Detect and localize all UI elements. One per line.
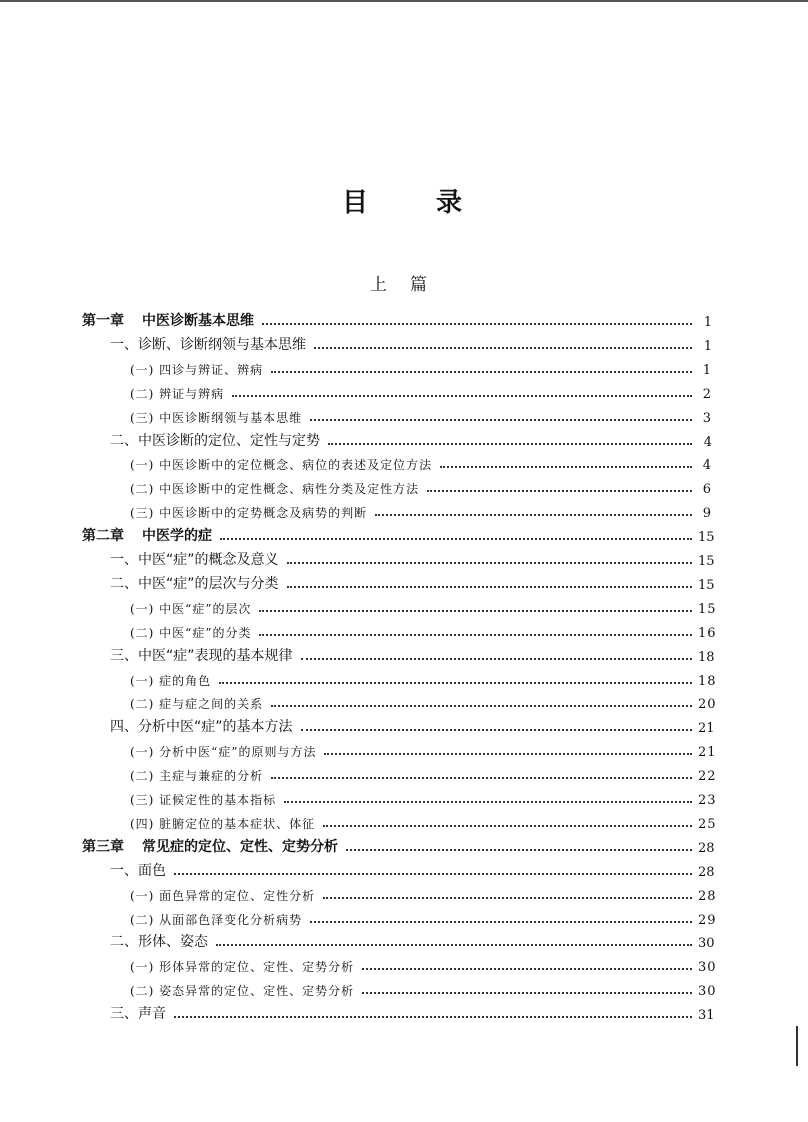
dot-leader — [287, 586, 692, 588]
toc-entry[interactable] — [130, 497, 712, 521]
toc-entry[interactable] — [110, 856, 715, 880]
toc-entry[interactable] — [130, 617, 717, 641]
dot-leader — [362, 992, 692, 994]
dot-leader — [232, 395, 692, 397]
dot-leader — [271, 371, 692, 373]
dot-leader — [310, 419, 692, 421]
dot-leader — [259, 610, 692, 612]
page-number: 30 — [698, 984, 717, 1000]
entry-label: (一) 分析中医“症”的原则与方法 — [130, 745, 317, 760]
page-number: 1 — [703, 338, 712, 354]
dot-leader — [301, 729, 692, 731]
part-title-char-2: 篇 — [410, 275, 427, 295]
page-number: 4 — [702, 458, 712, 474]
page-number: 28 — [698, 888, 717, 904]
page-number: 30 — [698, 936, 715, 952]
dot-leader — [174, 1016, 692, 1018]
page-number: 28 — [698, 864, 715, 880]
entry-label: (一) 症的角色 — [130, 673, 212, 688]
entry-label: 中医学的症 — [142, 528, 212, 545]
dot-leader — [362, 968, 692, 970]
page-number: 15 — [698, 577, 715, 593]
page-number: 4 — [703, 434, 712, 450]
page-number: 30 — [698, 960, 717, 976]
toc-entry[interactable] — [130, 402, 712, 426]
entry-label: (二) 从面部色泽变化分析病势 — [130, 912, 303, 927]
entry-label: (二) 姿态异常的定位、定性、定势分析 — [130, 984, 355, 999]
entry-label: (一) 四诊与辨证、辨病 — [130, 362, 264, 377]
dot-leader — [328, 443, 692, 445]
dot-leader — [271, 777, 692, 779]
toc-chapter-entry[interactable] — [82, 521, 715, 546]
dot-leader — [375, 514, 692, 516]
entry-label: 一、中医“症”的概念及意义 — [110, 552, 279, 568]
entry-label: 三、声音 — [110, 1006, 166, 1023]
entry-label: (一) 形体异常的定位、定性、定势分析 — [130, 960, 355, 975]
entry-label: 二、中医诊断的定位、定性与定势 — [110, 432, 320, 449]
dot-leader — [323, 825, 692, 827]
page-number: 21 — [698, 745, 717, 761]
toc-entry[interactable] — [130, 449, 712, 473]
entry-label: 中医诊断基本思维 — [142, 313, 254, 329]
toc-entry[interactable] — [110, 999, 715, 1024]
page-top-edge — [0, 0, 808, 2]
dot-leader — [323, 897, 692, 899]
toc-entry[interactable] — [130, 808, 717, 832]
entry-label: 一、诊断、诊断纲领与基本思维 — [110, 336, 306, 353]
toc-entry[interactable] — [130, 593, 717, 617]
page-number: 22 — [698, 769, 717, 785]
entry-label: (一) 中医诊断中的定位概念、病位的表述及定位方法 — [130, 458, 433, 473]
toc-entry[interactable] — [110, 927, 715, 952]
chapter-number: 第一章 — [82, 313, 124, 329]
entry-label: (一) 中医“症”的层次 — [130, 601, 252, 616]
entry-label: 二、形体、姿态 — [110, 934, 208, 951]
toc-entry[interactable] — [110, 426, 712, 450]
toc-entry[interactable] — [130, 688, 717, 713]
entry-label: (二) 辨证与辨病 — [130, 386, 225, 401]
page-number: 9 — [702, 506, 712, 522]
page-number: 28 — [698, 840, 715, 856]
dot-leader — [427, 490, 692, 492]
entry-label: (四) 脏腑定位的基本症状、体征 — [130, 816, 316, 831]
toc-title-char-1: 目 — [342, 188, 369, 218]
toc-chapter-entry[interactable] — [82, 306, 712, 330]
page-number: 1 — [702, 362, 712, 378]
dot-leader — [259, 634, 692, 636]
toc-entry[interactable] — [130, 904, 717, 928]
entry-label: 一、面色 — [110, 862, 166, 879]
dot-leader — [216, 944, 692, 946]
entry-label: (二) 症与症之间的关系 — [130, 697, 264, 712]
dot-leader — [310, 921, 692, 923]
page-number: 31 — [698, 1008, 715, 1024]
entry-label: (二) 中医诊断中的定性概念、病性分类及定性方法 — [130, 482, 420, 497]
chapter-number: 第二章 — [82, 528, 124, 545]
scan-edge-mark — [796, 1026, 798, 1066]
page-number: 15 — [698, 554, 715, 569]
page-number: 6 — [702, 482, 712, 498]
toc-entry[interactable] — [110, 641, 715, 665]
page-number: 15 — [698, 601, 717, 617]
page-number: 18 — [698, 649, 715, 665]
dot-leader — [324, 753, 692, 755]
page-number: 23 — [698, 793, 717, 808]
toc-entry[interactable] — [130, 473, 712, 497]
page-number: 29 — [698, 912, 717, 928]
page-number: 16 — [698, 625, 717, 641]
chapter-number: 第三章 — [82, 838, 124, 855]
entry-label: (三) 中医诊断纲领与基本思维 — [130, 410, 303, 425]
dot-leader — [262, 323, 692, 325]
entry-label: (三) 证候定性的基本指标 — [130, 793, 277, 807]
entry-label: 常见症的定位、定性、定势分析 — [142, 838, 338, 855]
dot-leader — [440, 466, 692, 468]
dot-leader — [219, 682, 692, 684]
entry-label: 三、中医“症”表现的基本规律 — [110, 647, 293, 664]
toc-entry[interactable] — [130, 951, 717, 976]
part-title-char-1: 上 — [370, 275, 387, 295]
toc-entry[interactable] — [130, 880, 717, 904]
page-number: 3 — [702, 410, 712, 426]
dot-leader — [287, 562, 692, 564]
page-number: 2 — [702, 386, 712, 402]
entry-label: 二、中医“症”的层次与分类 — [110, 575, 279, 592]
entry-label: (二) 主症与兼症的分析 — [130, 769, 264, 784]
toc-chapter-entry[interactable] — [82, 832, 715, 856]
toc-entry[interactable] — [110, 569, 715, 593]
entry-label: (三) 中医诊断中的定势概念及病势的判断 — [130, 506, 368, 521]
dot-leader — [301, 658, 692, 660]
page-number: 18 — [698, 673, 717, 689]
page-number: 15 — [698, 530, 715, 546]
toc-entry[interactable] — [130, 665, 717, 689]
toc-entry[interactable] — [130, 760, 717, 785]
toc-entry[interactable] — [110, 545, 715, 569]
toc-entry[interactable] — [110, 712, 715, 737]
page-number: 20 — [698, 697, 717, 713]
dot-leader — [174, 873, 692, 875]
dot-leader — [271, 705, 692, 707]
toc-title-char-2: 录 — [436, 188, 463, 218]
toc-entry[interactable] — [130, 354, 712, 378]
toc-entry[interactable] — [110, 330, 712, 354]
dot-leader — [346, 849, 692, 851]
toc-entry[interactable] — [130, 378, 712, 402]
entry-label: (一) 面色异常的定位、定性分析 — [130, 888, 316, 903]
toc-entry[interactable] — [130, 975, 717, 1000]
entry-label: 四、分析中医“症”的基本方法 — [110, 719, 293, 736]
page-number: 1 — [703, 315, 712, 330]
toc-entry[interactable] — [130, 784, 717, 808]
page-number: 21 — [698, 721, 715, 737]
page-number: 25 — [698, 816, 717, 832]
dot-leader — [220, 538, 692, 540]
toc-entry[interactable] — [130, 736, 717, 761]
dot-leader — [284, 801, 692, 803]
dot-leader — [314, 347, 692, 349]
entry-label: (二) 中医“症”的分类 — [130, 625, 252, 640]
